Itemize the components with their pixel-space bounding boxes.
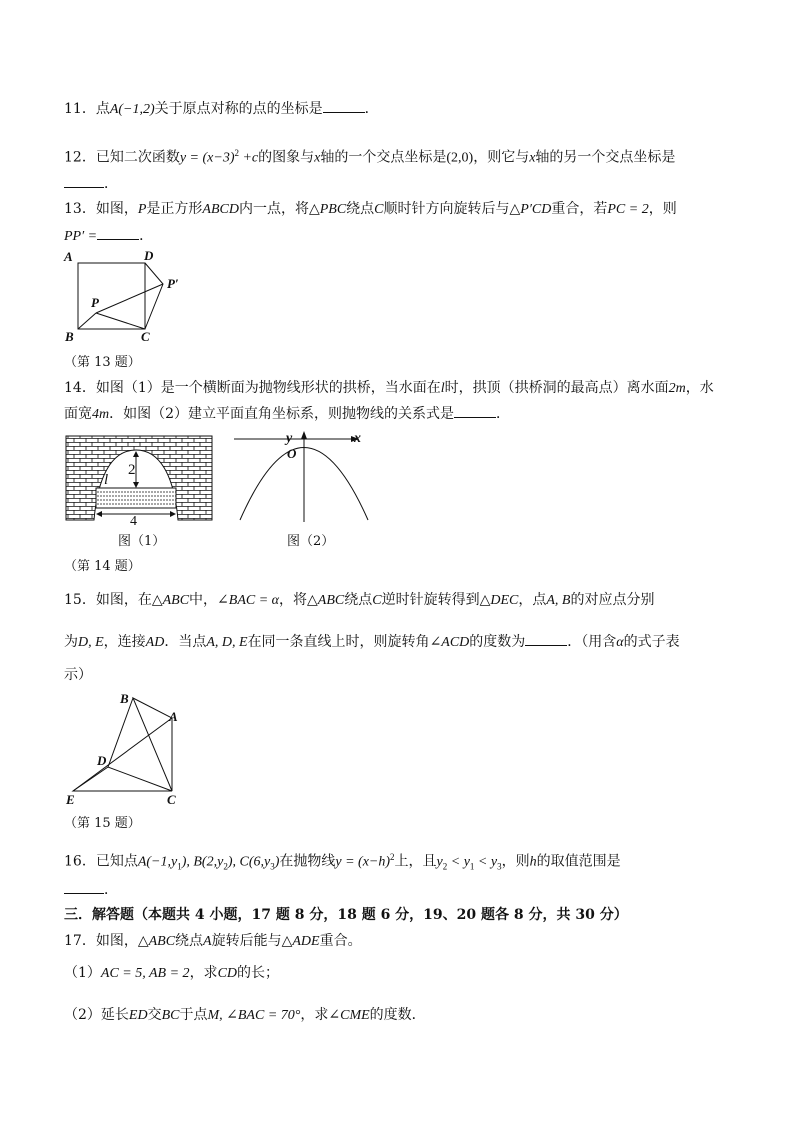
answer-blank[interactable] — [525, 632, 567, 646]
question-15-line3: 示） — [64, 667, 92, 683]
segment-bd — [108, 698, 133, 767]
triangle-abc — [133, 698, 172, 791]
label-c: C — [141, 329, 150, 344]
label-y: y — [286, 431, 293, 446]
arrow-head-top — [133, 451, 139, 457]
answer-blank[interactable] — [323, 99, 365, 113]
triangle-pcd — [145, 263, 163, 329]
question-14: 14．如图（1）是一个横断面为抛物线形状的拱桥，当水面在l时，拱顶（拱桥洞的最高点）离水面2m，水 — [64, 380, 714, 396]
figure-14-2-caption: 图（2） — [287, 534, 335, 549]
label-b: B — [65, 329, 74, 344]
arrow-head-right — [170, 511, 176, 517]
segment-pc — [96, 313, 145, 329]
question-12: 12．已知二次函数$y = (x-3)^2 +c$的图象与x轴的一个交点坐标是(2,0)，则它与x轴的另一个交点坐标是 — [64, 148, 676, 166]
figure-15 — [60, 688, 190, 808]
label-b: B — [120, 691, 129, 706]
label-4: 4 — [130, 514, 137, 526]
label-c: C — [167, 792, 176, 807]
question-15-line2: 为D, E，连接AD．当点A, D, E在同一条直线上时，则旋转角∠ACD的度数为 ．（用含α的式子表 — [64, 634, 680, 650]
label-p: P — [91, 295, 99, 310]
triangle-dec — [73, 767, 172, 791]
question-17-part-2: （2）延长ED交BC于点M, ∠BAC = 70°，求∠CME的度数． — [64, 1007, 426, 1023]
question-13: 13．如图，P是正方形ABCD内一点，将△PBC绕点C顺时针方向旋转后与△P′CD重合，若PC = 2，则 — [64, 201, 677, 217]
figure-15-caption: （第 15 题） — [64, 816, 141, 831]
label-l: l — [104, 472, 109, 488]
segment-pb — [78, 313, 96, 329]
label-p-prime: P′ — [167, 276, 179, 291]
arrow-head-left — [96, 511, 102, 517]
figure-13-caption: （第 13 题） — [64, 355, 141, 370]
question-12-answer-line: ． — [64, 174, 118, 193]
label-2: 2 — [128, 462, 136, 478]
answer-blank[interactable] — [64, 880, 104, 894]
question-14-line2: 面宽4m．如图（2）建立平面直角坐标系，则抛物线的关系式是 ． — [64, 406, 511, 422]
figure-14-1-caption: 图（1） — [118, 534, 166, 549]
question-11: 11．点A(−1,2)关于原点对称的点的坐标是 ． — [64, 101, 379, 117]
answer-blank[interactable] — [454, 404, 496, 418]
label-e: E — [66, 792, 75, 807]
question-16-answer-line: ． — [64, 880, 118, 899]
figure-14-2 — [232, 430, 374, 525]
label-d: D — [144, 248, 154, 263]
label-o: O — [287, 446, 297, 461]
label-a: A — [64, 249, 73, 264]
water — [96, 488, 176, 508]
question-17: 17．如图，△ABC绕点A旋转后能与△ADE重合。 — [64, 933, 362, 949]
label-a: A — [169, 709, 178, 724]
label-d: D — [97, 753, 107, 768]
figure-14-bridge — [64, 434, 214, 526]
arrow-head-bottom — [133, 482, 139, 488]
section-3-heading: 三．解答题（本题共 4 小题，17 题 8 分，18 题 6 分，19、20 题各 8 分，共 30 分） — [64, 907, 628, 923]
question-15: 15．如图，在△ABC中，∠BAC = α，将△ABC绕点C逆时针旋转得到△DEC，点A, B的对应点分别 — [64, 592, 655, 608]
answer-blank[interactable] — [97, 226, 139, 240]
question-17-part-1: （1）AC = 5, AB = 2，求CD的长； — [64, 965, 280, 981]
question-13-line2: PP′ = ． — [64, 228, 154, 244]
figure-13 — [58, 246, 198, 346]
question-16: 16．已知点$A(-1,y_1)$, $B(2,y_2)$, $C(6,y_3)$在抛物线$y = (x-h)^2$上，且$y_2 < y_1 < y_3$，则h的取值范围是 — [64, 852, 621, 872]
label-x: x — [354, 431, 361, 446]
answer-blank[interactable] — [64, 174, 104, 188]
figure-14-caption: （第 14 题） — [64, 559, 141, 574]
